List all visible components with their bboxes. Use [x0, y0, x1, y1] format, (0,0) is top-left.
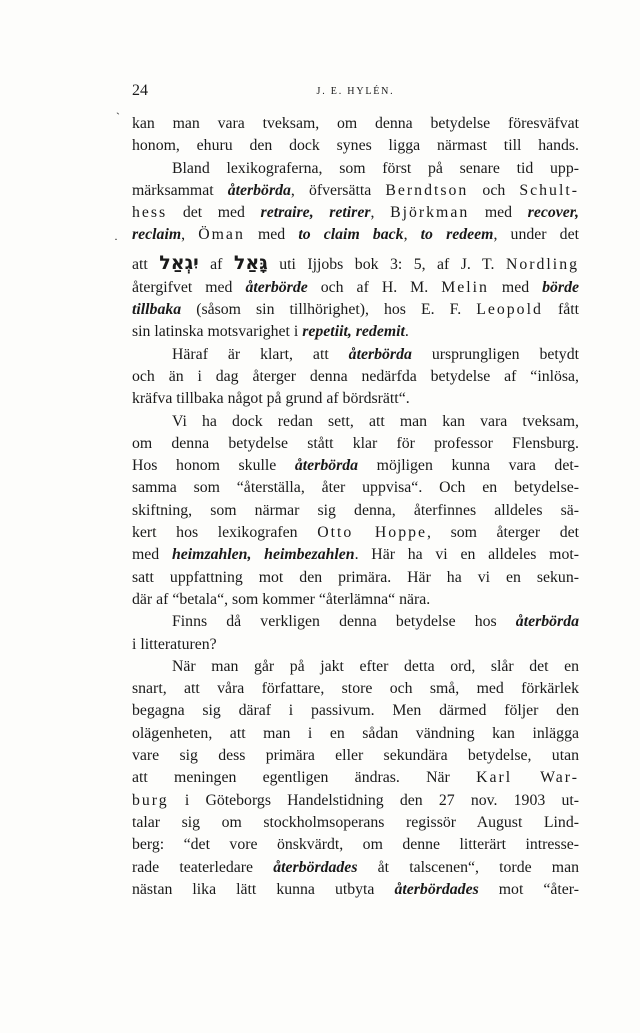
text-line [132, 745, 579, 767]
italic-term: to redeem [420, 226, 494, 244]
text-segment: kert hos lexikografen [132, 524, 318, 542]
text-line [132, 611, 579, 633]
text-segment: fått [542, 301, 579, 319]
italic-term: återbörde [245, 278, 308, 296]
text-line [132, 790, 579, 812]
text-segment: berg: “det vore önskvärdt, om denne litterärt intresse- [132, 836, 579, 854]
hebrew-word: גָּאַל [233, 251, 268, 274]
text-segment: med [132, 546, 172, 564]
text-segment: åt talscenen“, torde man [357, 858, 579, 876]
text-segment: , [370, 204, 391, 222]
text-segment: begagna sig däraf i passivum. Men därmed följer den [132, 702, 579, 720]
text-segment: , som återger det [427, 524, 579, 542]
text-segment: af [198, 255, 234, 273]
text-line [132, 634, 579, 656]
text-line [132, 879, 579, 901]
italic-term: tillbaka [132, 301, 182, 319]
italic-term: retraire, retirer [260, 204, 371, 222]
spaced-name: Melin [441, 278, 489, 296]
text-segment: satt uppfattning mot den primära. Här ha vi en sekun- [132, 568, 579, 586]
text-line [132, 277, 579, 299]
text-segment: samma som “återställa, åter uppvisa“. Och en betydelse- [132, 479, 579, 497]
text-segment: uti Ijjobs bok 3: 5, af J. T. [267, 255, 506, 273]
text-line [132, 455, 579, 477]
text-line [132, 700, 579, 722]
italic-term: återbörda [294, 457, 359, 475]
text-line [132, 834, 579, 856]
text-segment: och [468, 181, 520, 199]
text-line [132, 158, 579, 180]
text-segment: med [469, 204, 528, 222]
italic-term: to claim back [298, 226, 404, 244]
text-segment: honom, ehuru den dock synes ligga närmast till hands. [132, 137, 579, 155]
text-line [132, 321, 579, 343]
text-line [132, 135, 579, 157]
text-segment: och af H. M. [307, 278, 442, 296]
text-line [132, 113, 579, 135]
text-segment: Häraf är klart, att [172, 345, 349, 363]
text-segment: kan man vara tveksam, om denna betydelse föresväfvat [132, 115, 579, 132]
text-segment: ursprungligen betydt [411, 345, 579, 363]
text-segment: märksammat [132, 181, 228, 199]
spaced-name: Schult- [519, 181, 579, 199]
text-segment: sin latinska motsvarighet i [132, 323, 303, 341]
text-segment: nästan lika lätt kunna utbyta [132, 880, 395, 898]
spaced-name: burg [132, 791, 169, 809]
spaced-name: Leopold [476, 301, 543, 319]
text-segment: där af “betala“, som kommer “återlämna“ nära. [132, 590, 431, 608]
page-header [132, 82, 579, 104]
italic-term: heimzahlen, heimbezahlen [171, 546, 355, 564]
spaced-name: Nordling [505, 255, 579, 273]
text-line [132, 857, 579, 879]
text-line [132, 656, 579, 678]
text-line [132, 388, 579, 410]
text-segment: i Göteborgs Handelstidning den 27 nov. 1903 ut- [168, 791, 579, 809]
text-line [132, 567, 579, 589]
text-segment: . [404, 323, 409, 341]
text-segment: mot “åter- [478, 880, 580, 898]
text-segment: återgifvet med [132, 278, 246, 296]
italic-term: recover, [527, 204, 579, 222]
hebrew-word: יִגְאַל [159, 251, 199, 274]
text-segment: Vi ha dock redan sett, att man kan vara tveksam, [172, 412, 579, 430]
text-segment: , under det [493, 226, 579, 244]
text-segment: kräfva tillbaka något på grund af bördsrätt“. [132, 390, 410, 408]
text-line [132, 522, 579, 544]
text-line [132, 589, 579, 611]
text-segment: Bland lexikograferna, som först på senare tid upp- [172, 159, 579, 177]
text-segment: och än i dag återger denna nedärfda betydelse af “inlösa, [132, 367, 579, 385]
text-line [132, 723, 579, 745]
text-line [132, 247, 579, 277]
spaced-name: hess [132, 204, 168, 222]
text-line [132, 202, 579, 224]
text-segment: , öfversätta [290, 181, 386, 199]
text-segment: . Här ha vi en alldeles mot- [354, 546, 579, 564]
italic-term: börde [542, 278, 579, 296]
text-line [132, 299, 579, 321]
running-head: J. E. HYLÉN. [316, 86, 395, 97]
spaced-name: Karl War- [476, 769, 580, 787]
text-segment: med [488, 278, 543, 296]
text-line [132, 224, 579, 246]
text-segment: om denna betydelse stått klar för professor Flensburg. [132, 434, 579, 452]
text-line [132, 433, 579, 455]
spaced-name: Berndtson [385, 181, 469, 199]
spaced-name: Otto Hoppe [317, 524, 428, 542]
italic-term: återbörda [227, 181, 291, 199]
text-line [132, 180, 579, 202]
text-line [132, 366, 579, 388]
italic-term: återbördades [394, 880, 479, 898]
text-segment: Finns då verkligen denna betydelse hos [172, 613, 516, 631]
text-line [132, 812, 579, 834]
italic-term: reclaim [132, 226, 182, 244]
text-segment: Hos honom skulle [132, 457, 295, 475]
spaced-name: Björkman [390, 204, 470, 222]
text-segment: talar sig om stockholmsoperans regissör August Lind- [132, 813, 579, 831]
text-line [132, 411, 579, 433]
text-segment: möjligen kunna vara det- [358, 457, 579, 475]
text-segment: snart, att våra författare, store och små, med förkärlek [132, 680, 579, 698]
text-segment: att [132, 255, 160, 273]
text-segment: med [244, 226, 299, 244]
italic-term: återbörda [348, 345, 412, 363]
text-line [132, 477, 579, 499]
text-line [132, 344, 579, 366]
text-segment: När man går på jakt efter detta ord, slår det en [172, 657, 579, 675]
italic-term: repetiit, redemit [302, 323, 405, 341]
text-segment: skiftning, som närmar sig denna, återfinnes alldeles sä- [132, 501, 579, 519]
margin-mark: · [114, 232, 118, 246]
text-line [132, 767, 579, 789]
text-segment: rade teaterledare [132, 858, 274, 876]
page-number: 24 [132, 82, 148, 99]
text-segment: , [181, 226, 199, 244]
body-text [132, 113, 579, 901]
text-segment: , [403, 226, 421, 244]
spaced-name: Öman [198, 226, 245, 244]
text-segment: (såsom sin tillhörighet), hos E. F. [181, 301, 477, 319]
text-line [132, 500, 579, 522]
margin-mark: ` [116, 110, 120, 124]
text-line [132, 678, 579, 700]
text-segment: att meningen egentligen ändras. När [132, 769, 477, 787]
text-segment: i litteraturen? [132, 635, 217, 653]
italic-term: återbördades [273, 858, 358, 876]
text-line [132, 544, 579, 566]
text-segment: vare sig dess primära eller sekundära betydelse, utan [132, 747, 579, 765]
text-segment: olägenheten, att man i en sådan vändning kan inlägga [132, 724, 579, 742]
text-segment: det med [167, 204, 261, 222]
italic-term: återbörda [515, 613, 579, 631]
